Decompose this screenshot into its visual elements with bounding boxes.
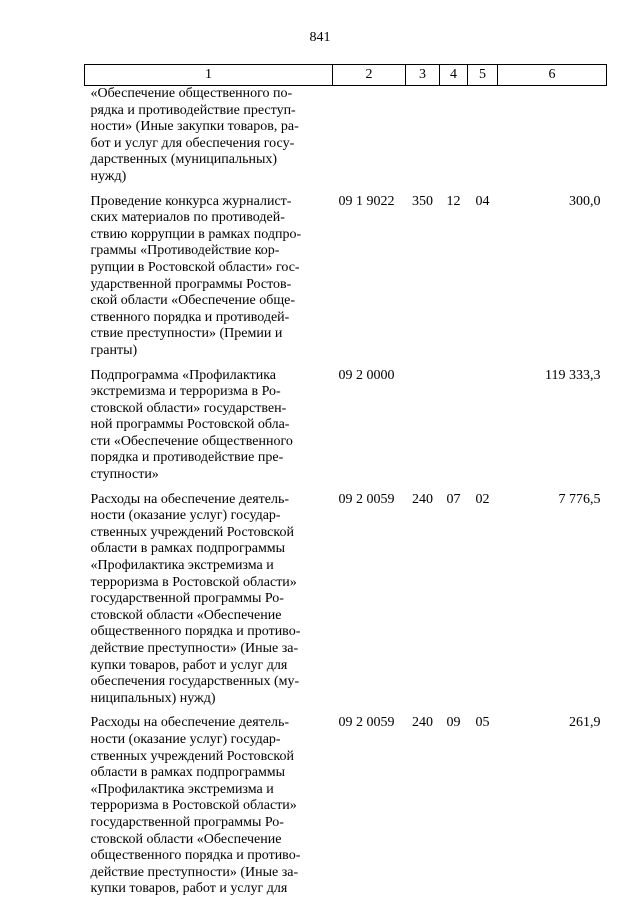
row-name-line: действие преступности» (Иные за-: [90, 641, 299, 656]
header-col-6: 6: [498, 65, 607, 86]
row-name-line: «Профилактика экстремизма и: [90, 781, 274, 797]
row-name-line: государственной программы Ро-: [90, 814, 284, 830]
row-code-cell: 09 2 0000: [338, 367, 395, 383]
row-name-cell: [85, 715, 333, 906]
row-name-line: стовской области» государствен-: [90, 400, 287, 416]
row-name-line: Расходы на обеспечение деятель-: [90, 715, 289, 731]
row-amount-cell: 261,9: [569, 715, 601, 731]
table-header: [85, 65, 607, 86]
row-name-line: ствию коррупции в рамках подпро-: [90, 226, 302, 242]
row-name-line: ственных учреждений Ростовской: [90, 748, 294, 764]
row-name-line: общественного порядка и противо-: [90, 848, 301, 864]
row-name-line: граммы «Противодействие кор-: [90, 243, 280, 259]
row-rz-cell: 09: [446, 715, 461, 731]
row-pr-cell: 02: [475, 491, 490, 507]
header-col-2: 2: [333, 65, 406, 86]
row-name-line: государственной программы Ро-: [90, 591, 284, 607]
row-name-line: области в рамках подпрограммы: [90, 541, 286, 557]
row-name-line: «Обеспечение общественного по-: [90, 86, 293, 101]
row-pr-cell: 05: [475, 715, 490, 731]
row-vr-cell: 240: [412, 491, 433, 507]
row-amount-cell: 7 776,5: [558, 491, 601, 507]
row-rz-cell: 12: [446, 193, 461, 209]
row-name-line: Подпрограмма «Профилактика: [90, 367, 277, 383]
row-name-line: гранты): [90, 342, 138, 358]
row-name-line: ской области «Обеспечение обще-: [90, 293, 296, 309]
row-name-line: Проведение конкурса журналист-: [90, 193, 292, 209]
row-rz-cell: 07: [446, 491, 461, 507]
row-name-line: бот и услуг для обеспечения госу-: [90, 135, 295, 151]
header-col-4: 4: [440, 65, 468, 86]
row-name-line: ударственной программы Ростов-: [90, 276, 292, 292]
row-rz-cell: [440, 368, 468, 492]
row-name-line: нужд): [90, 168, 127, 184]
row-pr-cell: 04: [475, 193, 490, 209]
row-name-line: купки товаров, работ и услуг для: [90, 881, 288, 897]
row-name-line: ной программы Ростовской обла-: [90, 417, 290, 433]
row-amount-cell: [498, 86, 607, 194]
row-name-line: ступности»: [90, 467, 159, 483]
row-name-line: стовской области «Обеспечение: [90, 831, 282, 847]
table-row: [85, 86, 607, 194]
table-row: [85, 368, 607, 492]
row-name-line: рядка и противодействие преступ-: [90, 102, 296, 118]
row-name-line: обеспечения государственных (му-: [90, 674, 300, 690]
row-name-line: ских материалов по противодей-: [90, 210, 285, 226]
header-col-1: 1: [85, 65, 333, 86]
row-name-cell: [85, 194, 333, 368]
table-body: [85, 86, 607, 906]
row-name-line: терроризма в Ростовской области»: [90, 574, 297, 590]
row-code-cell: 09 2 0059: [338, 715, 395, 731]
table-row: [85, 492, 607, 716]
row-pr-cell: [468, 368, 498, 492]
row-code-cell: 09 2 0059: [338, 491, 395, 507]
row-vr-cell: [406, 368, 440, 492]
row-code-cell: 09 1 9022: [338, 193, 395, 209]
row-name-line: ствие преступности» (Премии и: [90, 326, 283, 342]
row-name-line: рупции в Ростовской области» гос-: [90, 259, 300, 275]
row-name-line: области в рамках подпрограммы: [90, 765, 286, 781]
row-name-line: стовской области «Обеспечение: [90, 607, 282, 623]
row-name-line: купки товаров, работ и услуг для: [90, 657, 288, 673]
row-name-line: «Профилактика экстремизма и: [90, 558, 274, 574]
row-amount-cell: 119 333,3: [545, 367, 601, 383]
row-name-line: ности» (Иные закупки товаров, ра-: [90, 119, 299, 135]
row-name-line: Расходы на обеспечение деятель-: [90, 491, 289, 507]
row-name-line: дарственных (муниципальных): [90, 152, 278, 168]
row-code-cell: [333, 86, 406, 194]
row-name-cell: [85, 492, 333, 716]
header-col-5: 5: [468, 65, 498, 86]
row-name-line: сти «Обеспечение общественного: [90, 433, 293, 449]
row-vr-cell: [406, 86, 440, 194]
budget-table: [84, 64, 607, 906]
row-name-line: ниципальных) нужд): [90, 690, 216, 706]
row-name-line: терроризма в Ростовской области»: [90, 798, 297, 814]
row-name-line: ственного порядка и противодей-: [90, 309, 290, 325]
row-vr-cell: 240: [412, 715, 433, 731]
row-amount-cell: 300,0: [569, 193, 601, 209]
row-name-cell: [85, 86, 333, 194]
row-name-line: порядка и противодействие пре-: [90, 450, 284, 466]
row-name-line: действие преступности» (Иные за-: [90, 864, 299, 880]
row-pr-cell: [468, 86, 498, 194]
row-name-line: ственных учреждений Ростовской: [90, 524, 294, 540]
row-name-line: экстремизма и терроризма в Ро-: [90, 384, 281, 400]
table-row: [85, 715, 607, 906]
row-name-cell: [85, 368, 333, 492]
row-name-line: ности (оказание услуг) государ-: [90, 731, 281, 747]
row-rz-cell: [440, 86, 468, 194]
row-name-line: ности (оказание услуг) государ-: [90, 508, 281, 524]
header-col-3: 3: [406, 65, 440, 86]
row-name-line: общественного порядка и противо-: [90, 624, 301, 640]
page-number: 841: [309, 30, 331, 45]
header-row: [85, 65, 607, 86]
table-row: [85, 194, 607, 368]
row-vr-cell: 350: [412, 193, 433, 209]
